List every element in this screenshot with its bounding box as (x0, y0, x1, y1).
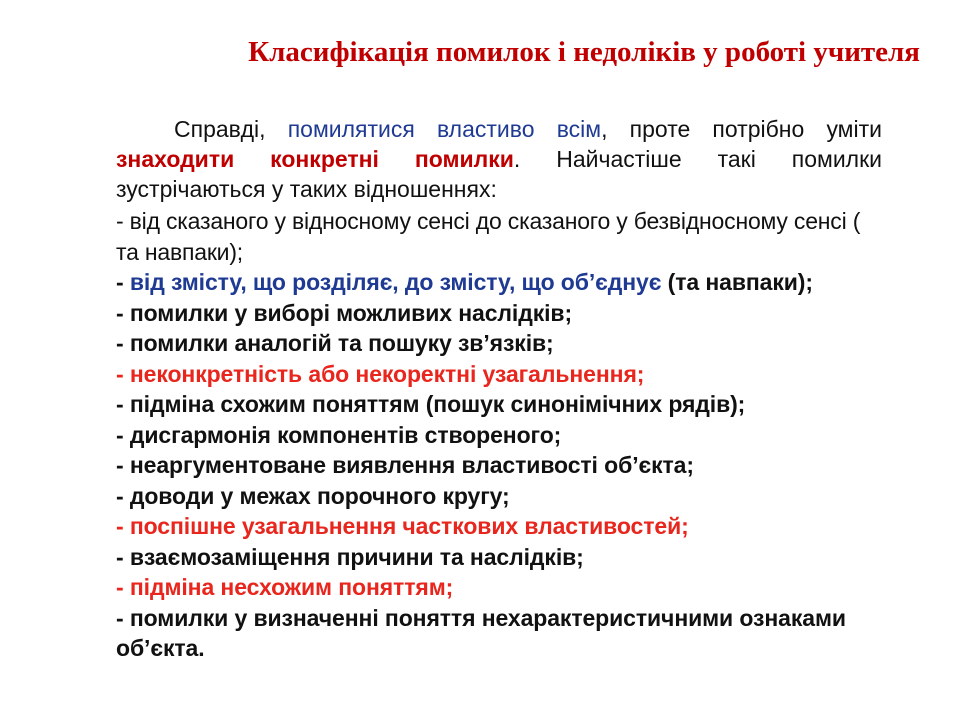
list-item (116, 511, 882, 542)
list-item-text: поспішне узагальнення часткових властивостей; (129, 513, 689, 539)
list-item (116, 542, 882, 573)
list-dash: - (116, 421, 130, 448)
list-item-text: дисгармонія компонентів створеного; (129, 421, 562, 448)
list-item-text: підміна несхожим поняттям; (129, 574, 454, 600)
slide-title: Класифікація помилок і недоліків у роботі учителя (248, 36, 920, 68)
intro-paragraph (116, 114, 882, 204)
list-dash: - (116, 604, 130, 631)
list-dash: - (116, 391, 130, 417)
list-item-text: від змісту, що розділяє, до змісту, що об’єднує (129, 269, 662, 295)
list-item-text: помилки у виборі можливих наслідків; (129, 299, 572, 326)
list-item-text: доводи у межах порочного кругу; (129, 482, 510, 509)
intro-highlight-blue: помилятися властиво всім (287, 116, 602, 142)
list-item (116, 328, 882, 359)
list-item-text: від сказаного у відносному сенсі до сказаного у безвідносному сенсі ( та навпаки); (116, 208, 861, 265)
intro-text-3: . Найчастіше такі помилки зустрічаються у таких відношеннях: (116, 146, 882, 202)
list-item (116, 420, 882, 451)
list-item-text: неконкретність або некоректні узагальнення; (129, 360, 645, 387)
list-item-text: взаємозаміщення причини та наслідків; (129, 543, 584, 570)
list-item (116, 572, 882, 603)
list-dash: - (116, 574, 130, 600)
list-item (116, 267, 882, 298)
list-item (116, 206, 882, 267)
list-item-text: неаргументоване виявлення властивості об’єкта; (129, 452, 694, 478)
list-item (116, 603, 882, 664)
list-item-tail: (та навпаки); (661, 269, 813, 295)
slide-body (116, 114, 882, 664)
list-item (116, 359, 882, 390)
list-dash: - (116, 269, 130, 295)
list-dash: - (116, 482, 130, 509)
list-dash: - (116, 513, 130, 539)
list-dash: - (116, 330, 130, 356)
error-list (116, 206, 882, 664)
list-item (116, 481, 882, 512)
list-item (116, 389, 882, 420)
list-item (116, 450, 882, 481)
list-item-text: помилки у визначенні поняття нехарактеристичними ознаками об’єкта. (116, 604, 846, 661)
list-item-text: підміна схожим поняттям (пошук синонімічних рядів); (129, 391, 746, 417)
intro-text-2: , проте потрібно уміти (601, 116, 882, 142)
intro-highlight-red: знаходити конкретні помилки (116, 146, 514, 172)
list-item (116, 298, 882, 329)
list-dash: - (116, 452, 130, 478)
intro-text-1: Справді, (174, 116, 288, 142)
list-dash: - (116, 543, 130, 570)
list-dash: - (116, 208, 130, 234)
list-dash: - (116, 299, 130, 326)
list-item-text: помилки аналогій та пошуку зв’язків; (129, 330, 554, 356)
list-dash: - (116, 360, 130, 387)
